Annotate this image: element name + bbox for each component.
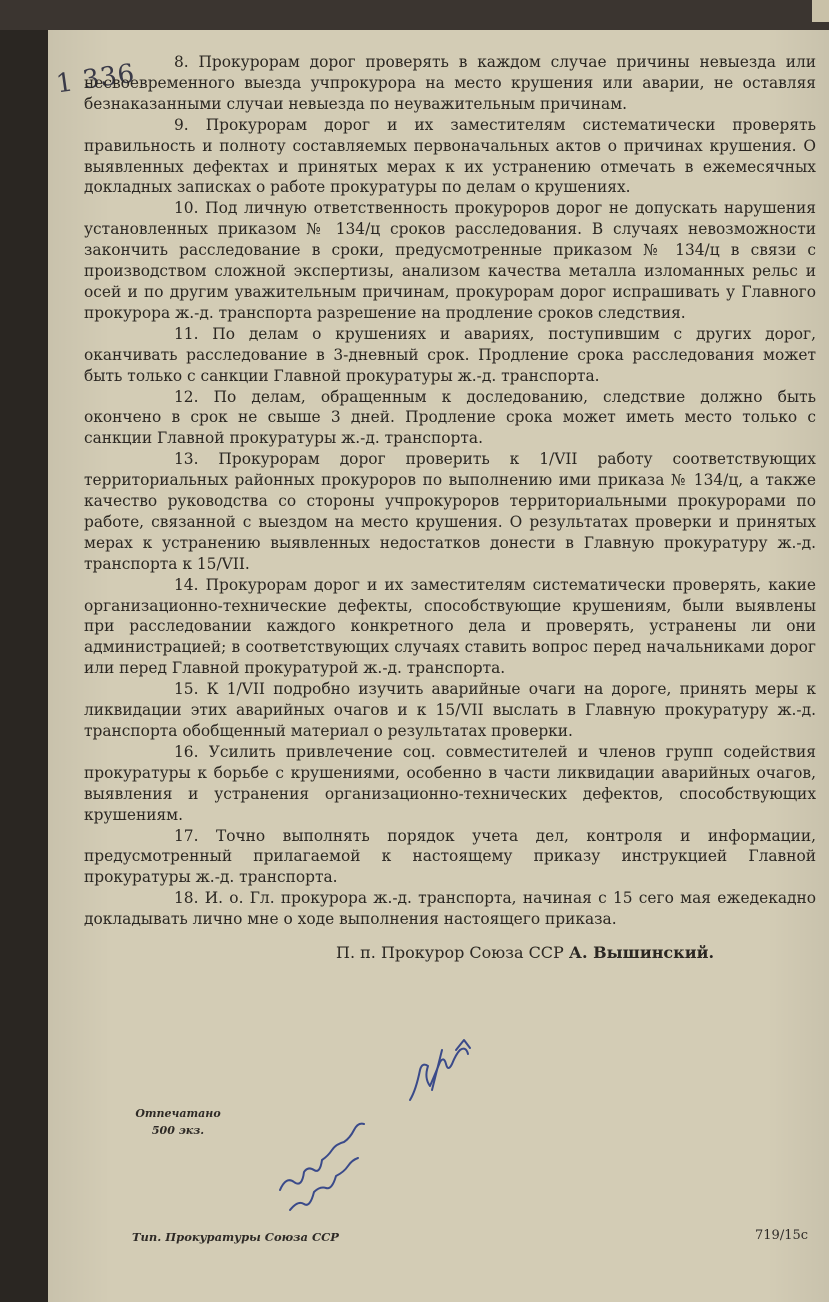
- print-run-note: [133, 1105, 223, 1139]
- signature-name: А. Вышинский.: [568, 943, 715, 962]
- signature-line: [336, 943, 714, 962]
- print-run-label: Отпечатано: [135, 1107, 221, 1120]
- paragraph-18: 18. И. о. Гл. прокурора ж.-д. транспорта, начиная с 15 сего мая ежедекадно докладывать лично мне о ходе выполнения настоящего приказа.: [84, 889, 816, 929]
- handwritten-page-number: 1 336: [54, 58, 138, 100]
- paragraph-17: 17. Точно выполнять порядок учета дел, контроля и информации, предусмотренный прилагаемой к настоящему приказу инструкцией Главной прокуратуры ж.-д. транспорта.: [84, 826, 816, 887]
- paragraph-12: 12. По делам, обращенным к доследованию, следствие должно быть окончено в срок не свыше 3 дней. Продление срока может иметь место только с санкции Главной прокуратуры ж.-д. транспорта.: [84, 387, 816, 448]
- signature-title: П. п. Прокурор Союза ССР: [336, 943, 564, 962]
- paragraph-9: 9. Прокурорам дорог и их заместителям систематически проверять правильность и полноту составляемых первоначальных актов о причинах крушения. О выявленных дефектах и принятых мерах к их устранению отмечать в ежемесячных докладных записках о работе прокуратуры по делам о крушениях.: [84, 115, 816, 197]
- order-code: 719/15с: [755, 1228, 809, 1243]
- paragraph-13: 13. Прокурорам дорог проверить к 1/VII работу соответствующих территориальных районных прокуроров по выполнению ими приказа № 134/ц, а также качество руководства со стороны учпрокуроров территориальными прокурорами по работе, связанной с выездом на место крушения. О результатах проверки и принятых мерах к устранению выявленных недостатков донести в Главную прокуратуру ж.-д. транспорта к 15/VII.: [84, 450, 816, 573]
- print-run-count: 500 экз.: [151, 1124, 205, 1137]
- adjacent-page-edge: [812, 0, 829, 22]
- background-top: [0, 0, 829, 30]
- paragraph-8: 8. Прокурорам дорог проверять в каждом случае причины невыезда или несвоевременного выезда учпрокурора на место крушения или аварии, не оставляя безнаказанными случаи невыезда по неуважительным причинам.: [84, 53, 816, 113]
- document-body: [84, 52, 816, 930]
- paragraph-14: 14. Прокурорам дорог и их заместителям систематически проверять, какие организационно-технические дефекты, способствующие крушениям, были выявлены при расследовании каждого конкретного дела и проверять, устранены ли они администрацией; в соответствующих случаях ставить вопрос перед начальниками дорог или перед Главной прокуратурой ж.-д. транспорта.: [84, 575, 816, 678]
- handwritten-signature-icon: [260, 1020, 510, 1220]
- paragraph-15: 15. К 1/VII подробно изучить аварийные очаги на дороге, принять меры к ликвидации этих аварийных очагов и к 15/VII выслать в Главную прокуратуру ж.-д. транспорта обобщенный материал о результатах проверки.: [84, 680, 816, 740]
- paragraph-11: 11. По делам о крушениях и авариях, поступившим с других дорог, оканчивать расследование в 3-дневный срок. Продление срока расследования может быть только с санкции Главной прокуратуры ж.-д. транспорта.: [84, 324, 816, 385]
- printer-imprint: Тип. Прокуратуры Союза ССР: [132, 1230, 339, 1244]
- paragraph-16: 16. Усилить привлечение соц. совместителей и членов групп содействия прокуратуры к борьбе с крушениями, особенно в части ликвидации аварийных очагов, выявления и устранения организационно-технических дефектов, способствующих крушениям.: [84, 742, 816, 824]
- paragraph-10: 10. Под личную ответственность прокуроров дорог не допускать нарушения установленных приказом № 134/ц сроков расследования. В случаях невозможности закончить расследование в сроки, предусмотренные приказом № 134/ц в связи с производством сложной экспертизы, анализом качества металла изломанных рельс и осей и по другим уважительным причинам, прокурорам дорог испрашивать у Главного прокурора ж.-д. транспорта разрешение на продление сроков следствия.: [84, 199, 816, 322]
